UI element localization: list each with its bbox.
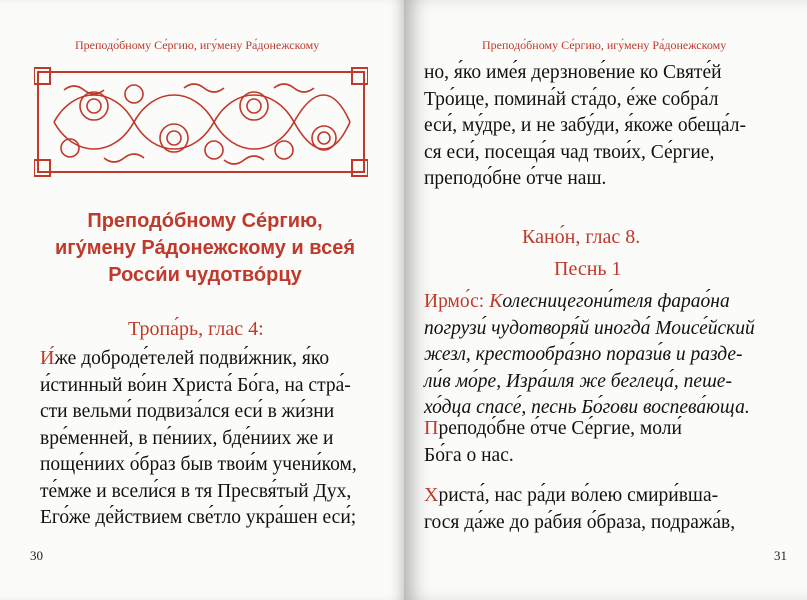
title-line: игу́мену Ра́донежскому и всея́: [55, 237, 355, 259]
text-line: хо́дца спасе́, песнь Бо́гови воспева́юща.: [424, 397, 750, 418]
text-line: жезл, крестообра́зно порази́в и разде-: [424, 344, 743, 365]
text-line: Тро́ице, помина́й ста́до, е́же собра́л: [424, 88, 719, 110]
page-number: 31: [774, 548, 787, 563]
drop-cap: Х: [424, 484, 439, 506]
text-line: же доброде́телей подви́жник, я́ко: [54, 348, 330, 369]
ornament-headpiece: [34, 66, 368, 178]
ode-heading: Песнь 1: [554, 258, 622, 280]
text-line: реподо́бне о́тче Се́ргие, моли́: [438, 418, 682, 439]
right-page: [404, 0, 807, 600]
text-line: ся еси́, посеща́я чад твои́х, Се́ргие,: [424, 141, 715, 163]
drop-cap: К: [489, 290, 503, 312]
troparion-heading: Тропа́рь, глас 4:: [128, 318, 264, 340]
title-line: Преподо́бному Се́ргию,: [87, 210, 323, 232]
troparion-continuation: [424, 60, 758, 193]
troparion-verse: [424, 415, 758, 469]
text-line: риста́, нас ра́ди во́лею смири́вша-: [438, 485, 719, 506]
text-line: но, я́ко име́я дерзнове́ние ко Святе́й: [424, 62, 722, 83]
drop-cap: И́: [40, 347, 55, 369]
text-line: ли́в мо́ре, Изра́иля же беглеца́, пеше-: [424, 370, 732, 392]
text-line: вре́менней, в пе́ниих, бде́ниих же и: [40, 427, 334, 449]
text-line: поще́ниих о́браз быв твои́м учени́ком,: [40, 454, 357, 475]
text-line: гося да́же до ра́бия о́браза, подража́в,: [424, 511, 736, 533]
irmos-text: [424, 288, 758, 422]
troparion-verse: [424, 482, 758, 536]
text-line: и́стинный во́ин Христа́ Бо́га, на стра́-: [40, 374, 351, 396]
text-line: Его́же де́йствием све́тло укра́шен еси́;: [40, 507, 357, 528]
text-line: преподо́бне о́тче наш.: [424, 168, 607, 189]
kanon-heading: Кано́н, глас 8.: [522, 226, 641, 248]
text-line: сти вельми́ подвиза́лся еси́ в жи́зни: [40, 401, 335, 422]
prayer-title: [40, 208, 370, 289]
text-line: олесницегони́теля фарао́на: [502, 291, 730, 312]
irmos-label: Ирмо́с:: [424, 291, 485, 312]
text-line: Бо́га о нас.: [424, 444, 514, 466]
text-line: погрузи́ чудотворя́й иногда́ Моисе́йский: [424, 317, 755, 339]
drop-cap: П: [424, 417, 439, 439]
running-head: Преподо́бному Се́ргию, игу́мену Ра́донежскому: [482, 38, 727, 52]
running-head: Преподо́бному Се́ргию, игу́мену Ра́донежскому: [75, 38, 320, 52]
text-line: еси́, му́дре, и не забу́ди, я́коже обеща́л-: [424, 115, 746, 136]
text-line: те́мже и всели́ся в тя Пресвя́тый Дух,: [40, 480, 352, 502]
page-number: 30: [30, 548, 43, 563]
troparion-text: [40, 345, 372, 532]
title-line: Росси́и чудотво́рцу: [108, 264, 302, 286]
